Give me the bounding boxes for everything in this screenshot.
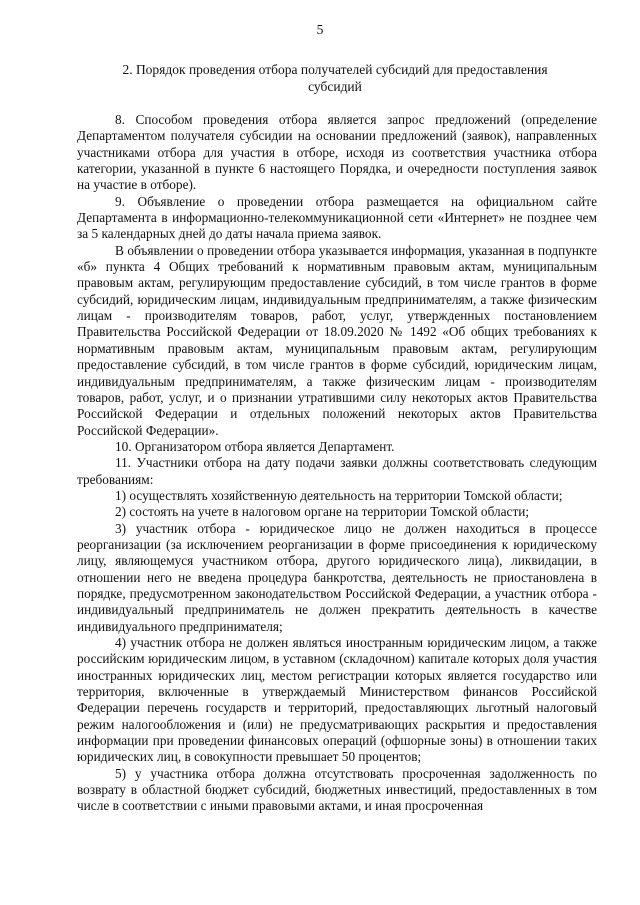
requirement-5: 5) у участника отбора должна отсутствовать просроченная задолженность по возврату в областной бюджет субсидий, бюджетных инвестиций, предоставленных в том числе в соответствии с иными правовыми актами, и иная просроченная bbox=[77, 765, 597, 814]
page-number: 5 bbox=[316, 22, 324, 37]
requirement-1: 1) осуществлять хозяйственную деятельность на территории Томской области; bbox=[115, 487, 563, 503]
paragraph-11: 11. Участники отбора на дату подачи заявки должны соответствовать следующим требованиям: bbox=[77, 455, 597, 487]
paragraph-announcement-info: В объявлении о проведении отбора указывается информация, указанная в подпункте «б» пункта 4 Общих требований к нормативным правовым актам, муниципальным правовым актам, регулирующим предоставление субсидий, в том числе грантов в форме субсидий, юридическим лицам, индивидуальным предпринимателям, а также физическим лицам - производителям товаров, работ, услуг, утвержденных постановлением Правительства Российской Федерации от 18.09.2020 № 1492 «Об общих требованиях к нормативным правовым актам, муниципальным правовым актам, регулирующим предоставление субсидий, в том числе грантов в форме субсидий, юридическим лицам, индивидуальным предпринимателям, а также физическим лицам - производителям товаров, работ, услуг, и о признании утратившими силу некоторых актов Правительства Российской Федерации и отдельных положений некоторых актов Правительства Российской Федерации». bbox=[77, 242, 597, 438]
paragraph-8: 8. Способом проведения отбора является запрос предложений (определение Департаментом получателя субсидии на основании предложений (заявок), направленных участниками отбора для участия в отборе, исходя из соответствия участника отбора категории, указанной в пункте 6 настоящего Порядка, и очередности поступления заявок на участие в отборе). bbox=[77, 112, 597, 193]
requirement-4: 4) участник отбора не должен являться иностранным юридическим лицом, а также российским юридическим лицом, в уставном (складочном) капитале которых доля участия иностранных юридических лиц, местом регистрации которых является государство или территория, включенные в утверждаемый Министерством финансов Российской Федерации перечень государств и территорий, предоставляющих льготный налоговый режим налогообложения и (или) не предусматривающих раскрытия и предоставления информации при проведении финансовых операций (офшорные зоны) в отношении таких юридических лиц, в совокупности превышает 50 процентов; bbox=[77, 635, 597, 765]
paragraph-10: 10. Организатором отбора является Департамент. bbox=[115, 438, 395, 454]
requirement-2: 2) состоять на учете в налоговом органе на территории Томской области; bbox=[115, 504, 530, 520]
paragraph-9: 9. Объявление о проведении отбора размещается на официальном сайте Департамента в информационно-телекоммуникационной сети «Интернет» не позднее чем за 5 календарных дней до даты начала приема заявок. bbox=[77, 193, 597, 242]
requirement-3: 3) участник отбора - юридическое лицо не должен находиться в процессе реорганизации (за исключением реорганизации в форме присоединения к юридическому лицу, являющемуся участником отбора, другого юридического лица), ликвидации, в отношении него не введена процедура банкротства, деятельность не приостановлена в порядке, предусмотренном законодательством Российской Федерации, а участник отбора - индивидуальный предприниматель не должен прекратить деятельность в качестве индивидуального предпринимателя; bbox=[77, 520, 597, 634]
section-title: 2. Порядок проведения отбора получателей субсидий для предоставления субсидий bbox=[122, 62, 548, 94]
document-body bbox=[77, 112, 597, 815]
